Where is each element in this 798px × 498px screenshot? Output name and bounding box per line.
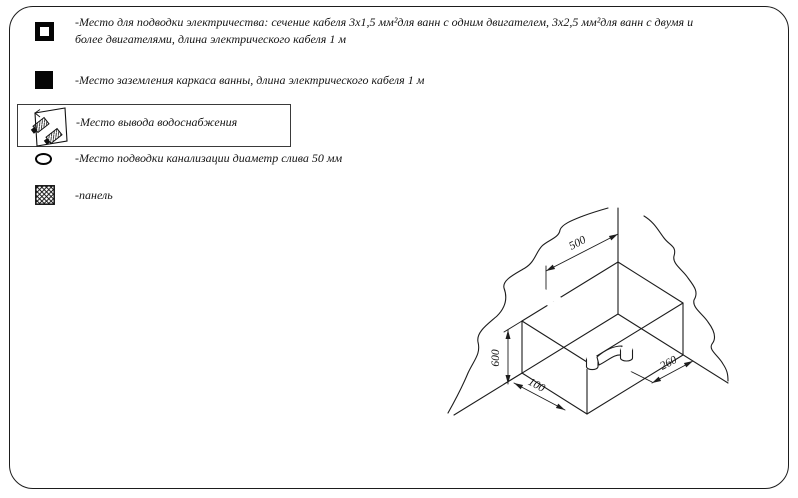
legend-line: -Место вывода водоснабжения: [76, 115, 238, 129]
dim-100: [514, 376, 565, 410]
open-square-icon: [35, 22, 54, 41]
installation-drawing: [430, 200, 795, 492]
oval-drain-icon: [35, 153, 52, 165]
legend-line: более двигателями, длина электрического кабеля 1 м: [75, 32, 347, 46]
legend-line: -Место заземления каркаса ванны, длина электрического кабеля 1 м: [75, 73, 425, 87]
legend-line: -панель: [75, 188, 113, 202]
dim-260: [630, 354, 693, 383]
legend-item-grounding: [75, 72, 424, 89]
legend-line: -Место подводки канализации диаметр слива 50 мм: [75, 151, 343, 165]
dim-500: [546, 234, 618, 291]
legend-line: -Место для подводки электричества: сечение кабеля 3х1,5 мм²для ванн с одним двигателем, 3х2,5 мм²для ванн с двумя и: [75, 15, 694, 29]
dim-label-500: 500: [567, 234, 589, 253]
dim-label-100: 100: [525, 376, 547, 395]
legend-item-electricity: [75, 14, 693, 48]
water-outlet-icon: [26, 106, 74, 147]
faucet-spout: [537, 288, 564, 311]
drain-hole-oval: [623, 367, 633, 372]
filled-square-icon: [35, 71, 53, 89]
legend-item-panel: [75, 187, 113, 204]
legend-item-sewer: [75, 150, 342, 167]
drain-siphon: [584, 346, 635, 372]
dim-label-600: 600: [490, 349, 502, 367]
dim-600: [490, 321, 522, 384]
crosshatch-panel-icon: [35, 185, 55, 205]
dim-label-260: 260: [658, 354, 680, 373]
legend-item-water-supply: [17, 104, 291, 147]
